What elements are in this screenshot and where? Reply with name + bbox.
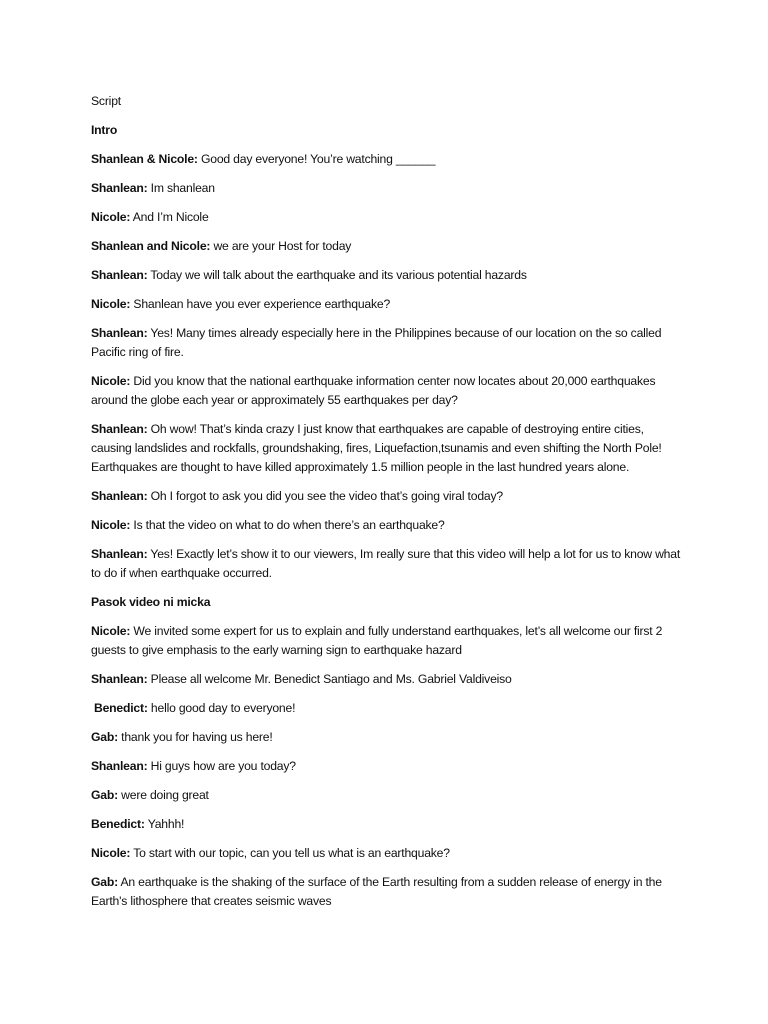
dialogue-text: To start with our topic, can you tell us what is an earthquake? — [130, 846, 450, 860]
dialogue-line — [91, 728, 681, 747]
dialogue-text: Yes! Many times already especially here in the Philippines because of our location on the so called Pacific ring of fire. — [91, 326, 662, 359]
dialogue-text: Shanlean have you ever experience earthquake? — [130, 297, 391, 311]
speaker-name: Shanlean and Nicole: — [91, 239, 211, 253]
speaker-name: Nicole: — [91, 210, 131, 224]
dialogue-text: Is that the video on what to do when there’s an earthquake? — [130, 518, 445, 532]
dialogue-line — [91, 844, 681, 863]
speaker-name: Shanlean: — [91, 547, 148, 561]
dialogue-text: Yahhh! — [144, 817, 185, 831]
dialogue-line — [91, 757, 681, 776]
dialogue-text: Did you know that the national earthquake information center now locates about 20,000 earthquakes around the globe each year or approximately 55 earthquakes per day? — [91, 374, 656, 407]
section-heading-intro: Intro — [91, 123, 118, 137]
script-document — [91, 92, 681, 921]
dialogue-line — [91, 516, 681, 535]
dialogue-line — [91, 150, 681, 169]
speaker-name: Shanlean: — [91, 181, 148, 195]
speaker-name: Shanlean: — [91, 672, 148, 686]
speaker-name: Nicole: — [91, 297, 131, 311]
dialogue-text: And I’m Nicole — [130, 210, 209, 224]
dialogue-text: Please all welcome Mr. Benedict Santiago and Ms. Gabriel Valdiveiso — [147, 672, 512, 686]
dialogue-text: Today we will talk about the earthquake and its various potential hazards — [147, 268, 527, 282]
dialogue-text: Oh I forgot to ask you did you see the video that’s going viral today? — [147, 489, 503, 503]
dialogue-text: Good day everyone! You’re watching ______ — [197, 152, 436, 166]
dialogue-line — [91, 420, 681, 477]
speaker-name: Shanlean: — [91, 268, 148, 282]
speaker-name: Shanlean: — [91, 759, 148, 773]
speaker-name: Nicole: — [91, 846, 131, 860]
dialogue-line — [91, 815, 681, 834]
dialogue-line — [91, 208, 681, 227]
dialogue-line — [91, 699, 681, 718]
dialogue-text: hello good day to everyone! — [147, 701, 296, 715]
speaker-name: Benedict: — [94, 701, 148, 715]
speaker-name: Shanlean: — [91, 422, 148, 436]
dialogue-line — [91, 324, 681, 362]
dialogue-line — [91, 786, 681, 805]
speaker-name: Shanlean & Nicole: — [91, 152, 198, 166]
section-heading-video: Pasok video ni micka — [91, 595, 211, 609]
dialogue-line — [91, 873, 681, 911]
dialogue-line — [91, 295, 681, 314]
speaker-name: Gab: — [91, 730, 118, 744]
dialogue-line — [91, 670, 681, 689]
dialogue-line — [91, 622, 681, 660]
dialogue-text: We invited some expert for us to explain and fully understand earthquakes, let’s all welcome our first 2 guests to give emphasis to the early warning sign to earthquake hazard — [91, 624, 663, 657]
speaker-name: Gab: — [91, 788, 118, 802]
dialogue-text: An earthquake is the shaking of the surface of the Earth resulting from a sudden release of energy in the Earth's lithosphere that creates seismic waves — [91, 875, 662, 908]
speaker-name: Gab: — [91, 875, 118, 889]
speaker-name: Nicole: — [91, 624, 131, 638]
speaker-name: Shanlean: — [91, 326, 148, 340]
speaker-name: Shanlean: — [91, 489, 148, 503]
dialogue-text: were doing great — [117, 788, 209, 802]
dialogue-line — [91, 487, 681, 506]
dialogue-text: Im shanlean — [147, 181, 215, 195]
speaker-name: Benedict: — [91, 817, 145, 831]
dialogue-text: Oh wow! That’s kinda crazy I just know that earthquakes are capable of destroying entire cities, causing landslides and rockfalls, groundshaking, fires, Liquefaction,tsunamis and even shifting the North Pole! Earthquakes are thought to have killed approximately 1.5 million people in the last hundred years alone. — [91, 422, 662, 474]
speaker-name: Nicole: — [91, 518, 131, 532]
dialogue-line — [91, 545, 681, 583]
document-title: Script — [91, 94, 121, 108]
dialogue-line — [91, 179, 681, 198]
speaker-name: Nicole: — [91, 374, 131, 388]
dialogue-line — [91, 237, 681, 256]
dialogue-text: thank you for having us here! — [117, 730, 273, 744]
dialogue-line — [91, 266, 681, 285]
dialogue-text: Yes! Exactly let’s show it to our viewers, Im really sure that this video will help a lot for us to know what to do if when earthquake occurred. — [91, 547, 681, 580]
dialogue-line — [91, 372, 681, 410]
dialogue-text: we are your Host for today — [210, 239, 352, 253]
dialogue-text: Hi guys how are you today? — [147, 759, 296, 773]
